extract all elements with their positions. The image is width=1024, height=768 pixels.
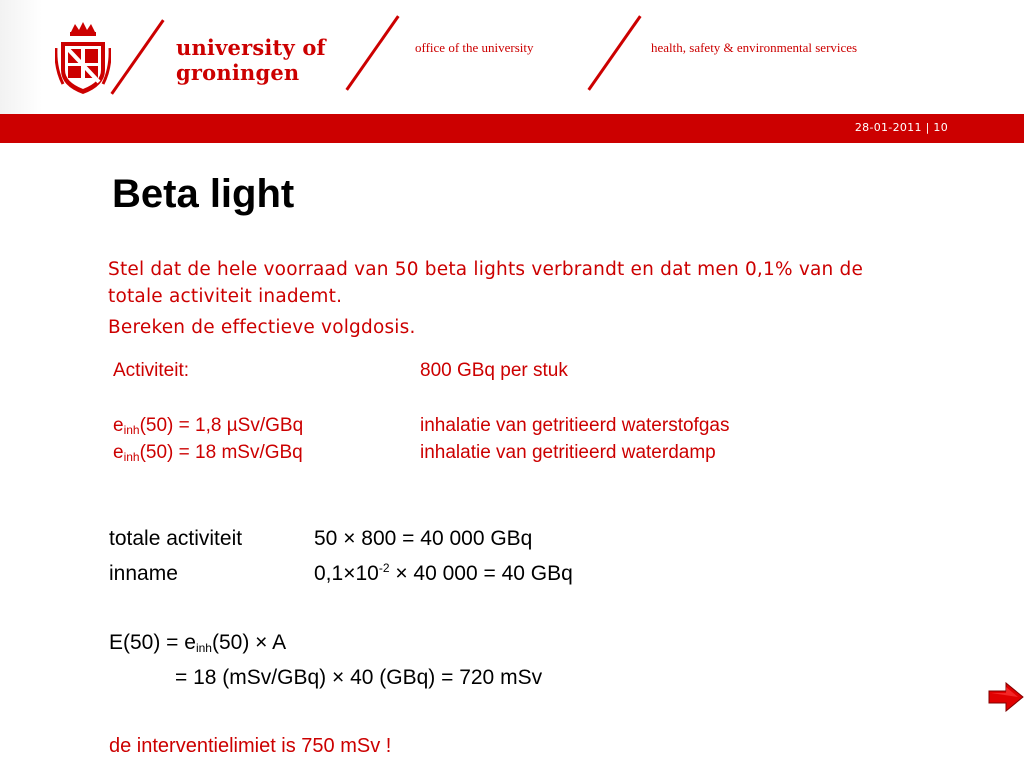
inh-subscript: inh bbox=[123, 423, 140, 437]
intake-value bbox=[314, 562, 573, 586]
dose-formula-subscript: inh bbox=[195, 641, 212, 655]
e-symbol: e bbox=[113, 442, 124, 463]
slide-title: Beta light bbox=[112, 172, 295, 216]
intro-text bbox=[108, 256, 908, 341]
slide-meta bbox=[855, 121, 948, 134]
dose-formula-end: (50) × A bbox=[211, 631, 287, 654]
conclusion-text: de interventielimiet is 750 mSv ! bbox=[109, 735, 392, 757]
university-crest-logo bbox=[55, 18, 111, 98]
coefficient-1 bbox=[113, 415, 303, 437]
activity-label: Activiteit: bbox=[113, 360, 190, 381]
hse-services-link[interactable]: health, safety & environmental services bbox=[651, 40, 858, 55]
intake-exponent: -2 bbox=[378, 561, 390, 575]
intro-paragraph-1: Stel dat de hele voorraad van 50 beta lights verbrandt en dat men 0,1% van de totale activiteit inademt. bbox=[108, 259, 864, 307]
coefficient-1-note: inhalatie van getritieerd waterstofgas bbox=[420, 415, 730, 436]
coefficient-1-value: (50) = 1,8 µSv/GBq bbox=[139, 415, 304, 436]
university-wordmark bbox=[176, 35, 326, 85]
header-slash-1 bbox=[110, 19, 164, 94]
coefficient-2-note: inhalatie van getritieerd waterdamp bbox=[420, 442, 716, 463]
office-of-the-university-link[interactable]: office of the university bbox=[415, 40, 534, 55]
header-slash-3 bbox=[587, 15, 641, 90]
intake-label: inname bbox=[109, 562, 178, 585]
inh-subscript: inh bbox=[123, 450, 140, 464]
coefficient-2 bbox=[113, 442, 303, 464]
total-activity-label: totale activiteit bbox=[109, 527, 243, 550]
intro-paragraph-2: Bereken de effectieve volgdosis. bbox=[108, 317, 416, 338]
header-left-strip bbox=[0, 0, 42, 115]
wordmark-line-1: university of bbox=[176, 35, 326, 60]
dose-result: = 18 (mSv/GBq) × 40 (GBq) = 720 mSv bbox=[175, 666, 543, 689]
intake-value-rest: × 40 000 = 40 GBq bbox=[389, 562, 573, 585]
e-symbol: e bbox=[113, 415, 124, 436]
intake-value-base: 0,1×10 bbox=[314, 562, 379, 585]
page-number: 10 bbox=[933, 121, 948, 134]
activity-value: 800 GBq per stuk bbox=[420, 360, 568, 381]
slide-date: 28-01-2011 bbox=[854, 121, 922, 134]
header-slash-2 bbox=[345, 15, 399, 90]
total-activity-value: 50 × 800 = 40 000 GBq bbox=[314, 527, 533, 550]
next-slide-arrow-icon[interactable] bbox=[988, 682, 1024, 712]
dose-formula-start: E(50) = e bbox=[109, 631, 196, 654]
dose-formula bbox=[109, 631, 286, 655]
meta-separator: | bbox=[925, 121, 930, 134]
wordmark-line-2: groningen bbox=[176, 60, 300, 85]
coefficient-2-value: (50) = 18 mSv/GBq bbox=[139, 442, 303, 463]
